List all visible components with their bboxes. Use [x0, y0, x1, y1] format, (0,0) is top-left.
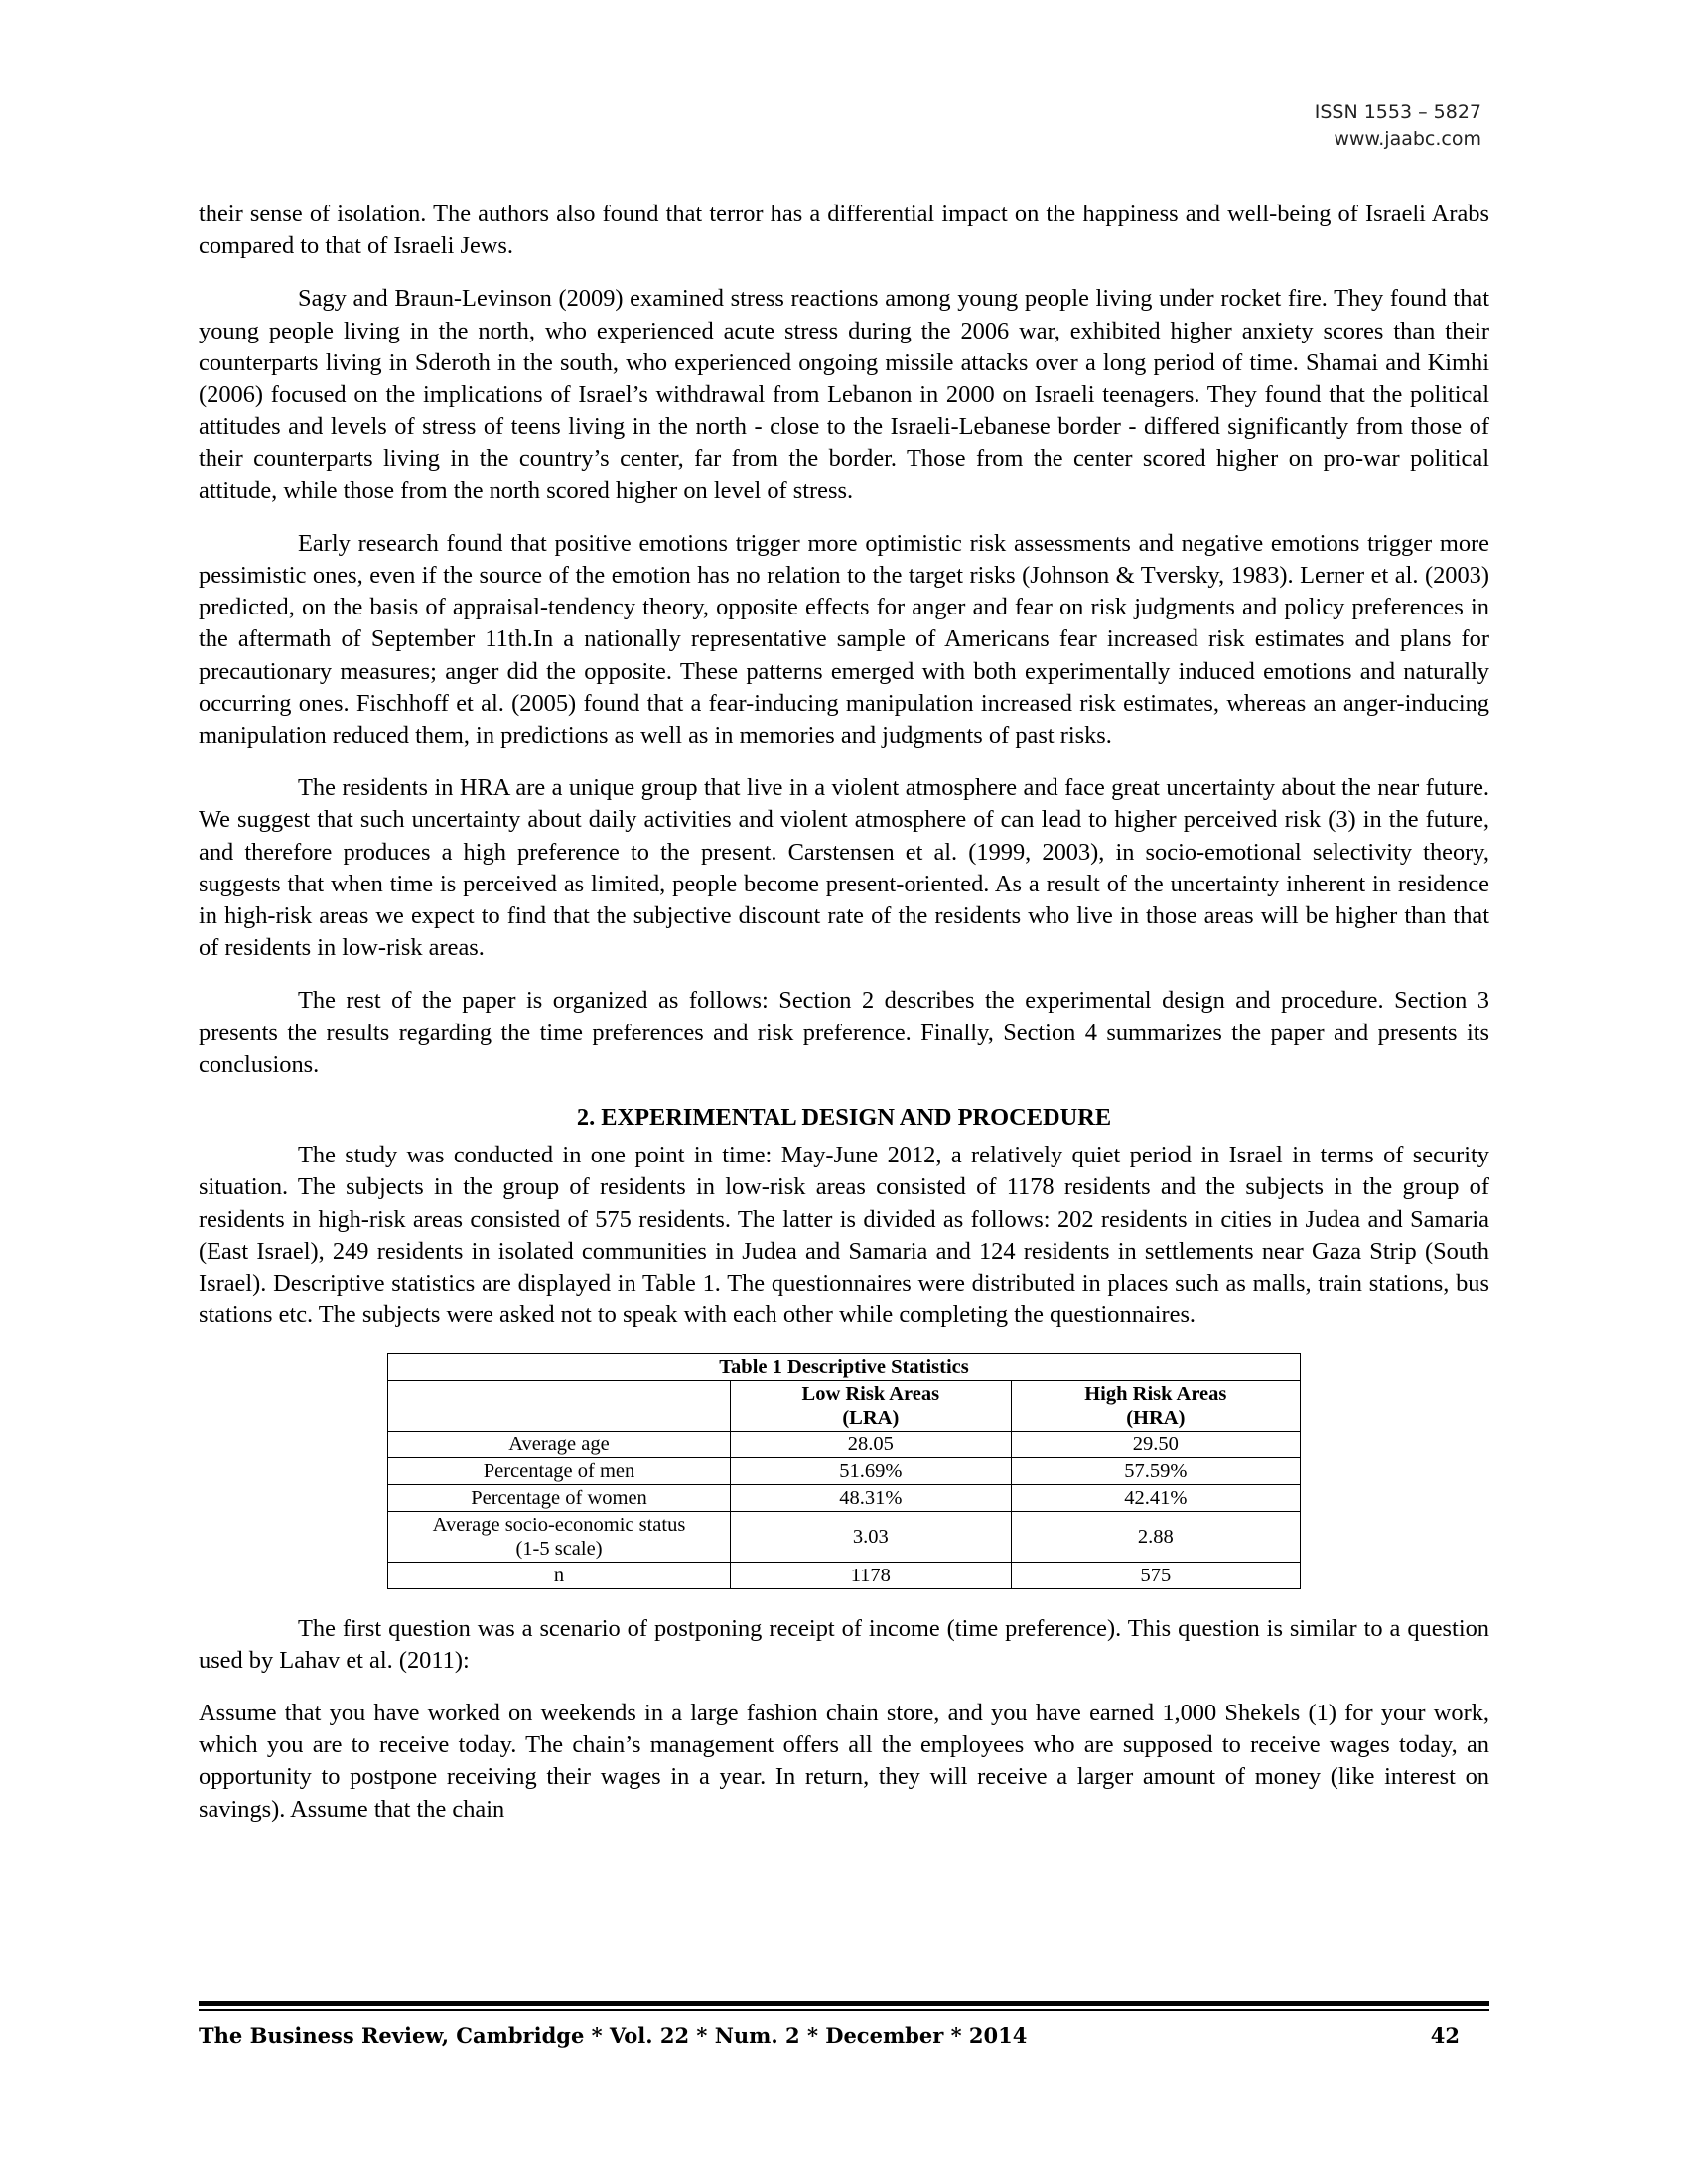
section-heading: 2. EXPERIMENTAL DESIGN AND PROCEDURE — [576, 1104, 1112, 1132]
row-label: Percentage of women — [388, 1484, 731, 1511]
paragraph: The rest of the paper is organized as follows: Section 2 describes the experimental design and procedure. Section 3 presents the results regarding the time preferences and risk preference. Finally, Section 4 summarizes the paper and presents its conclusions. — [199, 987, 1489, 1078]
paragraph: The first question was a scenario of postponing receipt of income (time preference). This question is similar to a question used by Lahav et al. (2011): — [199, 1614, 1489, 1674]
footer-rule-thick — [199, 2001, 1489, 2006]
hra-value: 575 — [1011, 1562, 1300, 1588]
table-title: Table 1 Descriptive Statistics — [388, 1353, 1301, 1380]
page-footer — [199, 2001, 1489, 2048]
paragraph: The study was conducted in one point in time: May-June 2012, a relatively quiet period in Israel in terms of security situation. The subjects in the group of residents in low-risk areas consisted of 1178 residents and the subjects in the group of residents in high-risk areas consisted of 575 residents. The latter is divided as follows: 202 residents in cities in Judea and Samaria (East Israel), 249 residents in isolated communities in Judea and Samaria and 124 residents in settlements near Gaza Strip (South Israel). Descriptive statistics are displayed in Table 1. The questionnaires were distributed in places such as malls, train stations, bus stations etc. The subjects were asked not to speak with each other while completing the questionnaires. — [199, 1142, 1489, 1329]
lra-value: 1178 — [731, 1562, 1012, 1588]
column-header-lra — [731, 1380, 1012, 1431]
lra-value: 28.05 — [731, 1431, 1012, 1457]
journal-citation: The Business Review, Cambridge * Vol. 22 * Num. 2 * December * 2014 — [199, 2023, 1028, 2048]
running-header — [1315, 99, 1481, 153]
row-label-line: Average socio-economic status — [432, 1513, 686, 1536]
column-header-hra — [1011, 1380, 1300, 1431]
hra-value: 57.59% — [1011, 1457, 1300, 1484]
website: www.jaabc.com — [1334, 128, 1481, 150]
column-header-line: (HRA) — [1126, 1406, 1186, 1429]
hra-value: 2.88 — [1011, 1511, 1300, 1562]
row-label-line: (1-5 scale) — [515, 1537, 603, 1560]
hra-value: 42.41% — [1011, 1484, 1300, 1511]
row-label: Percentage of men — [388, 1457, 731, 1484]
footer-row — [199, 2023, 1489, 2048]
paragraph: Early research found that positive emotions trigger more optimistic risk assessments and negative emotions trigger more pessimistic ones, even if the source of the emotion has no relation to the target risks (Johnson & Tversky, 1983). Lerner et al. (2003) predicted, on the basis of appraisal-tendency theory, opposite effects for anger and fear on risk judgments and policy preferences in the aftermath of September 11th.In a nationally representative sample of Americans fear increased risk estimates and plans for precautionary measures; anger did the opposite. These patterns emerged with both experimentally induced emotions and naturally occurring ones. Fischhoff et al. (2005) found that a fear-inducing manipulation increased risk estimates, whereas an anger-inducing manipulation reduced them, in predictions as well as in memories and judgments of past risks. — [199, 529, 1489, 750]
column-header-line: (LRA) — [842, 1406, 900, 1429]
body-text — [199, 199, 1489, 1846]
lra-value: 48.31% — [731, 1484, 1012, 1511]
lra-value: 51.69% — [731, 1457, 1012, 1484]
descriptive-statistics-table — [387, 1353, 1301, 1589]
table-row — [388, 1562, 1301, 1588]
footer-rule-thin — [199, 2009, 1489, 2011]
table-row — [388, 1484, 1301, 1511]
paragraph: their sense of isolation. The authors also found that terror has a differential impact on the happiness and well-being of Israeli Arabs compared to that of Israeli Jews. — [199, 201, 1489, 260]
page-number: 42 — [1430, 2023, 1460, 2048]
block-quote: Assume that you have worked on weekends in a large fashion chain store, and you have earned 1,000 Shekels (1) for your work, which you are to receive today. The chain’s management offers all the employees who are supposed to receive wages today, an opportunity to postpone receiving their wages in a year. In return, they will receive a larger amount of money (like interest on savings). Assume that the chain — [199, 1699, 1489, 1823]
row-label: Average age — [388, 1431, 731, 1457]
table-wrapper — [199, 1353, 1489, 1589]
paragraph: Sagy and Braun-Levinson (2009) examined stress reactions among young people living under rocket fire. They found that young people living in the north, who experienced acute stress during the 2006 war, exhibited higher anxiety scores than their counterparts living in Sderoth in the south, who experienced ongoing missile attacks over a long period of time. Shamai and Kimhi (2006) focused on the implications of Israel’s withdrawal from Lebanon in 2000 on Israeli teenagers. They found that the political attitudes and levels of stress of teens living in the north - close to the Israeli-Lebanese border - differed significantly from those of their counterparts living in the country’s center, far from the border. Those from the center scored higher on pro-war political attitude, while those from the north scored higher on level of stress. — [199, 285, 1489, 504]
table-row — [388, 1511, 1301, 1562]
column-header-line: High Risk Areas — [1084, 1382, 1227, 1405]
hra-value: 29.50 — [1011, 1431, 1300, 1457]
paragraph: The residents in HRA are a unique group that live in a violent atmosphere and face great uncertainty about the near future. We suggest that such uncertainty about daily activities and violent atmosphere of can lead to higher perceived risk (3) in the future, and therefore produces a high preference to the present. Carstensen et al. (1999, 2003), in socio-emotional selectivity theory, suggests that when time is perceived as limited, people become present-oriented. As a result of the uncertainty inherent in residence in high-risk areas we expect to find that the subjective discount rate of the residents who live in those areas will be higher than that of residents in low-risk areas. — [199, 774, 1489, 962]
column-header-line: Low Risk Areas — [801, 1382, 940, 1405]
table-row — [388, 1431, 1301, 1457]
table-row — [388, 1457, 1301, 1484]
issn: ISSN 1553 – 5827 — [1314, 101, 1481, 123]
table-corner-cell — [388, 1380, 731, 1431]
lra-value: 3.03 — [731, 1511, 1012, 1562]
row-label: n — [388, 1562, 731, 1588]
row-label — [388, 1511, 731, 1562]
